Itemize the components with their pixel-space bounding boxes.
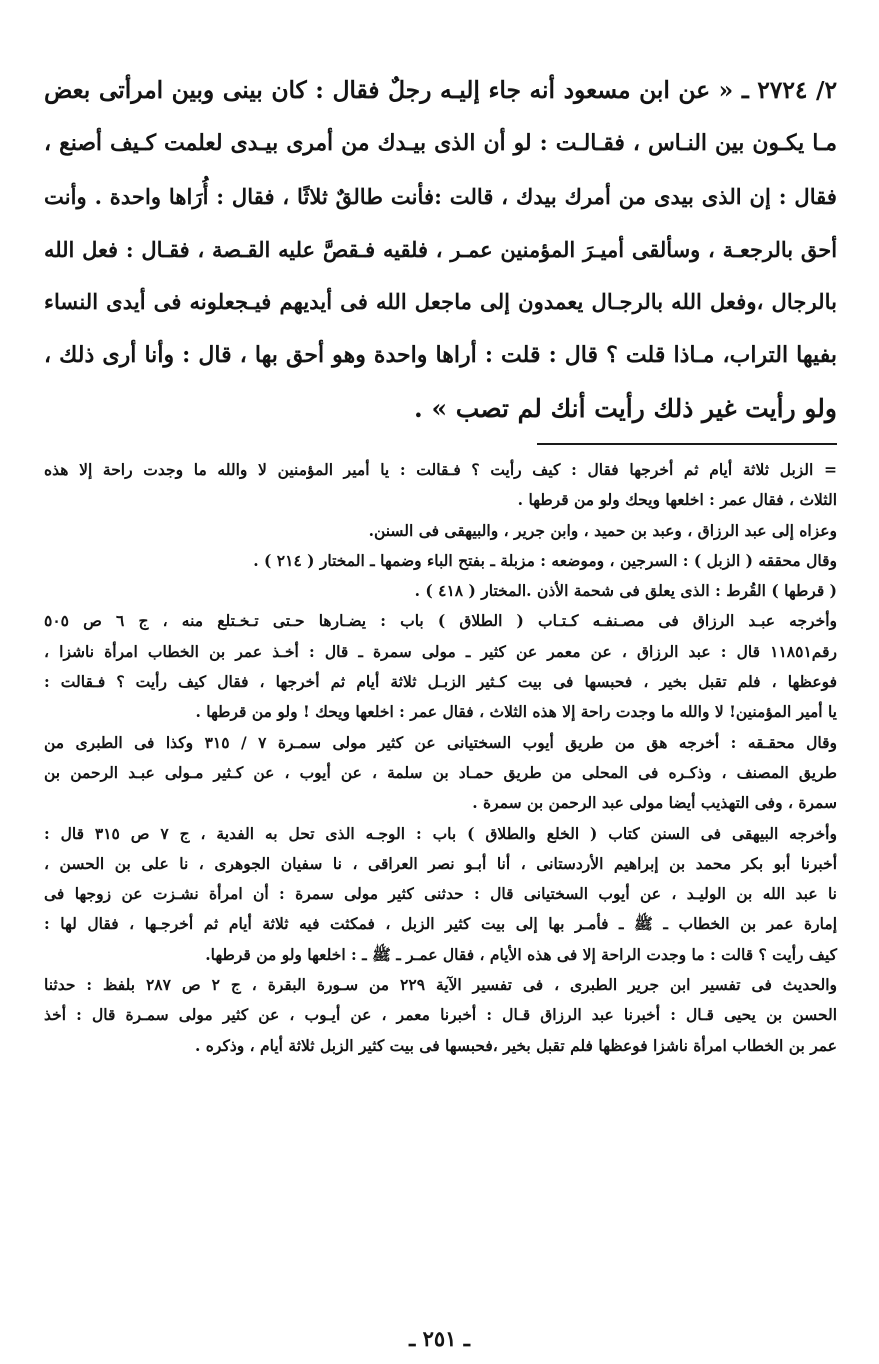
hadith-line: ٢/ ٢٧٢٤ ـ « عن ابن مسعود أنه جاء إليـه رجلٌ فقال : كان بينى وبين امرأتى بعض [44, 77, 837, 104]
page-number: ـ ٢٥١ ـ [409, 1326, 470, 1351]
page-content [44, 64, 837, 1061]
footnote-line: وعزاه إلى عبد الرزاق ، وعبد بن حميد ، وابن جرير ، والبيهقى فى السنن. [368, 520, 837, 540]
footnote-line: وأخرجه البيهقى فى السنن كتاب ( الخلع والطلاق ) باب : الوجـه الذى تحل به الفدية ، ج ٧ ص ٣١٥ قال : [44, 823, 837, 843]
footnote-line: الحسن بن يحيى قـال : أخبرنا عبد الرزاق قـال : أخبرنا معمر ، عن أيـوب ، عن كثير مولى سمـرة قال : أخذ [44, 1005, 837, 1025]
footnotes [44, 455, 837, 1061]
footnote-line: = الزبل ثلاثة أيام ثم أخرجها فقال : كيف رأيت ؟ فـقالت : يا أمير المؤمنين لا والله ما وجدت راحة إلا هذه [44, 460, 837, 479]
hadith-line: بفيها التراب، مـاذا قلت ؟ قال : قلت : أراها واحدة وهو أحق بها ، قال : وأنا أرى ذلك ، [44, 342, 837, 368]
footnote-line: والحديث فى تفسير ابن جرير الطبرى ، فى تفسير الآية ٢٢٩ من سـورة البقرة ، ج ٢ ص ٢٨٧ بلفظ : حدثنا [44, 975, 838, 995]
footnote-line: وأخرجه عبـد الرزاق فى مصـنفـه كـتـاب ( الطلاق ) باب : يضـارها حـتى تـخـتلع منه ، ج ٦ ص ٥٠٥ [44, 611, 837, 631]
footnote-line: أخبرنا أبو بكر محمد بن إبراهيم الأردستانى ، أنا أبـو نصر العراقى ، نا سفيان الجوهرى ، نا على بن الحسن ، [44, 853, 837, 873]
footnote-line: وقال محققه ( الزبل ) : السرجين ، وموضعه : مزبلة ـ بفتح الباء وضمها ـ المختار ( ٢١٤ ) . [253, 550, 837, 570]
hadith-line: فقال : إن الذى بيدى من أمرك بيدك ، قالت :فأنت طالقٌ ثلاثًا ، فقال : أُرَاها واحدة . وأنت [44, 184, 837, 209]
footnote-line: سمرة ، وفى التهذيب أيضا مولى عبد الرحمن بن سمرة . [472, 793, 837, 813]
hadith-line: مـا يكـون بين النـاس ، فقـالـت : لو أن الذى بيـدك من أمرى بيـدى لعلمت كـيف أصنع ، [44, 131, 837, 156]
footnote-line: فوعظها ، فلم تقبل بخير ، فحبسها فى بيت كـثير الزبـل ثلاثة أيام ثم أخرجها ، فقال كيف رأيت ؟ فـقالت : [44, 672, 837, 692]
footnote-line: رقم١١٨٥١ قال : عبد الرزاق ، عن معمر عن كثير ـ مولى سمرة ـ قال : أخـذ عمر بن الخطاب امرأة ناشزا ، [44, 641, 837, 661]
hadith-text [44, 64, 837, 435]
footnote-line: الثلاث ، فقال عمر : اخلعها ويحك ولو من قرطها . [517, 490, 837, 510]
footnote-line: يا أمير المؤمنين! لا والله ما وجدت راحة إلا هذه الثلاث ، فقال عمر : اخلعها ويحك ! ولو من قرطها . [195, 702, 837, 722]
hadith-line: ولو رأيت غير ذلك رأيت أنك لم تصب » . [414, 394, 837, 423]
footnote-line: عمر بن الخطاب امرأة ناشزا فوعظها فلم تقبل بخير ،فحبسها فى بيت كثير الزبل ثلاثة أيام ، وذكره . [195, 1035, 837, 1055]
footnote-line: ( قرطها ) القُرط : الذى يعلق فى شحمة الأذن .المختار ( ٤١٨ ) . [414, 581, 837, 601]
footnote-line: إمارة عمر بن الخطاب ـ ﷺ ـ فأمـر بها إلى بيت كثير الزبل ، فمكثت فيه ثلاثة أيام ثم أخرجـها ، فقال لها : [44, 914, 837, 934]
hadith-line: أحق بالرجعـة ، وسألقى أميـرَ المؤمنين عمـر ، فلقيه فـقصَّ عليه القـصة ، فقـال : فعل الله [44, 237, 837, 262]
footnote-line: نا عبد الله بن الوليـد ، عن أيوب السختيانى قال : حدثنى كثير مولى سمرة : أن امرأة نشـزت عن زوجها فى [44, 884, 837, 904]
footnote-line: وقال محقـقه : أخرجه هق من طريق أيوب السختيانى عن كثير مولى سمـرة ٧ / ٣١٥ وكذا فى الطبرى من [44, 732, 837, 752]
footnote-separator [537, 443, 837, 445]
footnote-line: كيف رأيت ؟ قالت : ما وجدت الراحة إلا فى هذه الأيام ، فقال عمـر ـ ﷺ ـ : اخلعها ولو من قرطها. [205, 944, 837, 964]
footnote-line: طريق المصنف ، وذكـره فى المحلى من طريق حمـاد بن سلمة ، عن أيوب ، عن كـثير مـولى عبـد الرحمن بن [44, 762, 837, 782]
hadith-line: بالرجال ،وفعل الله بالرجـال يعمدون إلى ماجعل الله فى أيديهم فيـجعلونه فى أيدى النساء [44, 290, 837, 315]
